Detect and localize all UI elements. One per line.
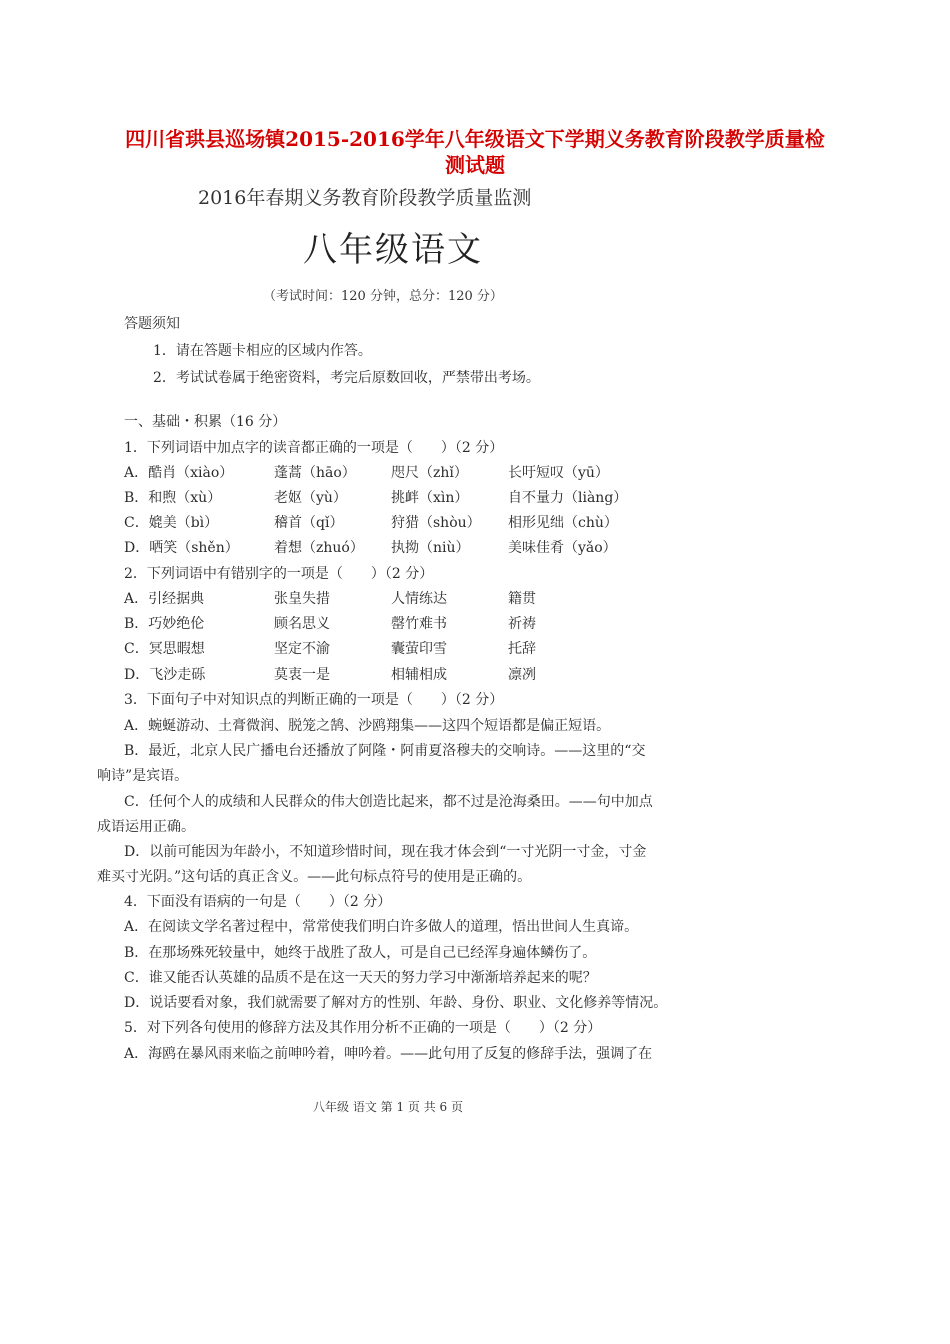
option-cell: 坚定不渝 [274,641,330,657]
notice-item: 1．请在答题卡相应的区域内作答。 [153,343,372,359]
question-4-stem: 4．下面没有语病的一句是（ ）（2 分） [124,894,392,910]
option-cell: B．巧妙绝伦 [124,616,205,632]
question-4-option-b: B．在那场殊死较量中，她终于战胜了敌人，可是自己已经浑身遍体鳞伤了。 [124,945,597,961]
question-4-option-a: A．在阅读文学名著过程中，常常使我们明白许多做人的道理，悟出世间人生真谛。 [124,919,639,935]
option-cell: A．酷肖（xiào） [124,465,234,481]
option-cell: 老妪（yù） [274,490,347,506]
option-cell: C．冥思暇想 [124,641,205,657]
question-2-stem: 2．下列词语中有错别字的一项是（ ）（2 分） [124,566,434,582]
option-cell: 执拗（niù） [391,540,470,556]
option-cell: 托辞 [508,641,536,657]
option-cell: C．媲美（bì） [124,515,219,531]
option-cell: 张皇失措 [274,591,330,607]
option-cell: 着想（zhuó） [274,540,364,556]
question-3-option-b: B．最近，北京人民广播电台还播放了阿隆・阿甫夏洛穆夫的交响诗。——这里的“交 [124,743,646,759]
question-4-option-c: C．谁又能否认英雄的品质不是在这一天天的努力学习中渐渐培养起来的呢？ [124,970,597,986]
question-3-stem: 3．下面句子中对知识点的判断正确的一项是（ ）（2 分） [124,692,504,708]
option-cell: 人情练达 [391,591,447,607]
question-4-option-d: D．说话要看对象，我们就需要了解对方的性别、年龄、身份、职业、文化修养等情况。 [124,995,668,1011]
question-1-stem: 1．下列词语中加点字的读音都正确的一项是（ ）（2 分） [124,440,504,456]
option-cell: 狩猎（shòu） [391,515,481,531]
option-cell: 蓬蒿（hāo） [274,465,356,481]
option-cell: 美味佳肴（yǎo） [508,540,617,556]
notice-heading: 答题须知 [124,316,180,332]
option-cell: 稽首（qǐ） [274,515,344,531]
option-cell: 自不量力（liàng） [508,490,628,506]
question-5-stem: 5．对下列各句使用的修辞方法及其作用分析不正确的一项是（ ）（2 分） [124,1020,602,1036]
exam-info: （考试时间：120 分钟，总分：120 分） [263,289,503,304]
question-3-option-d: D．以前可能因为年龄小，不知道珍惜时间，现在我才体会到“一寸光阴一寸金，寸金 [124,844,647,860]
option-cell: 祈祷 [508,616,536,632]
exam-title: 八年级语文 [303,230,483,270]
option-cell: D．飞沙走砾 [124,667,206,683]
notice-item: 2．考试试卷属于绝密资料，考完后原数回收，严禁带出考场。 [153,370,540,386]
option-cell: 顾名思义 [274,616,330,632]
question-3-option-a: A．蜿蜒游动、土膏微润、脱笼之鹄、沙鸥翔集——这四个短语都是偏正短语。 [124,718,611,734]
page-footer: 八年级 语文 第 1 页 共 6 页 [313,1100,463,1114]
question-3-option-c-cont: 成语运用正确。 [97,819,195,835]
option-cell: 相辅相成 [391,667,447,683]
option-cell: A．引经据典 [124,591,205,607]
option-cell: 长吁短叹（yū） [508,465,609,481]
document-title-line1: 四川省珙县巡场镇2015-2016学年八年级语文下学期义务教育阶段教学质量检 [125,127,825,151]
question-3-option-b-cont: 响诗”是宾语。 [97,768,189,784]
option-cell: B．和煦（xù） [124,490,222,506]
question-5-option-a: A．海鸥在暴风雨来临之前呻吟着，呻吟着。——此句用了反复的修辞手法，强调了在 [124,1046,653,1062]
question-3-option-d-cont: 难买寸光阴。”这句话的真正含义。——此句标点符号的使用是正确的。 [97,869,532,885]
option-cell: 莫衷一是 [274,667,330,683]
option-cell: 相形见绌（chù） [508,515,618,531]
document-title [0,126,950,178]
section-heading: 一、基础・积累（16 分） [124,414,287,430]
option-cell: D．哂笑（shěn） [124,540,239,556]
option-cell: 凛冽 [508,667,536,683]
option-cell: 挑衅（xìn） [391,490,469,506]
option-cell: 囊萤印雪 [391,641,447,657]
question-3-option-c: C．任何个人的成绩和人民群众的伟大创造比起来，都不过是沧海桑田。——句中加点 [124,794,653,810]
option-cell: 罄竹难书 [391,616,447,632]
exam-subtitle: 2016年春期义务教育阶段教学质量监测 [198,187,532,209]
document-title-line2: 测试题 [445,153,505,177]
option-cell: 咫尺（zhǐ） [391,465,468,481]
option-cell: 籍贯 [508,591,536,607]
